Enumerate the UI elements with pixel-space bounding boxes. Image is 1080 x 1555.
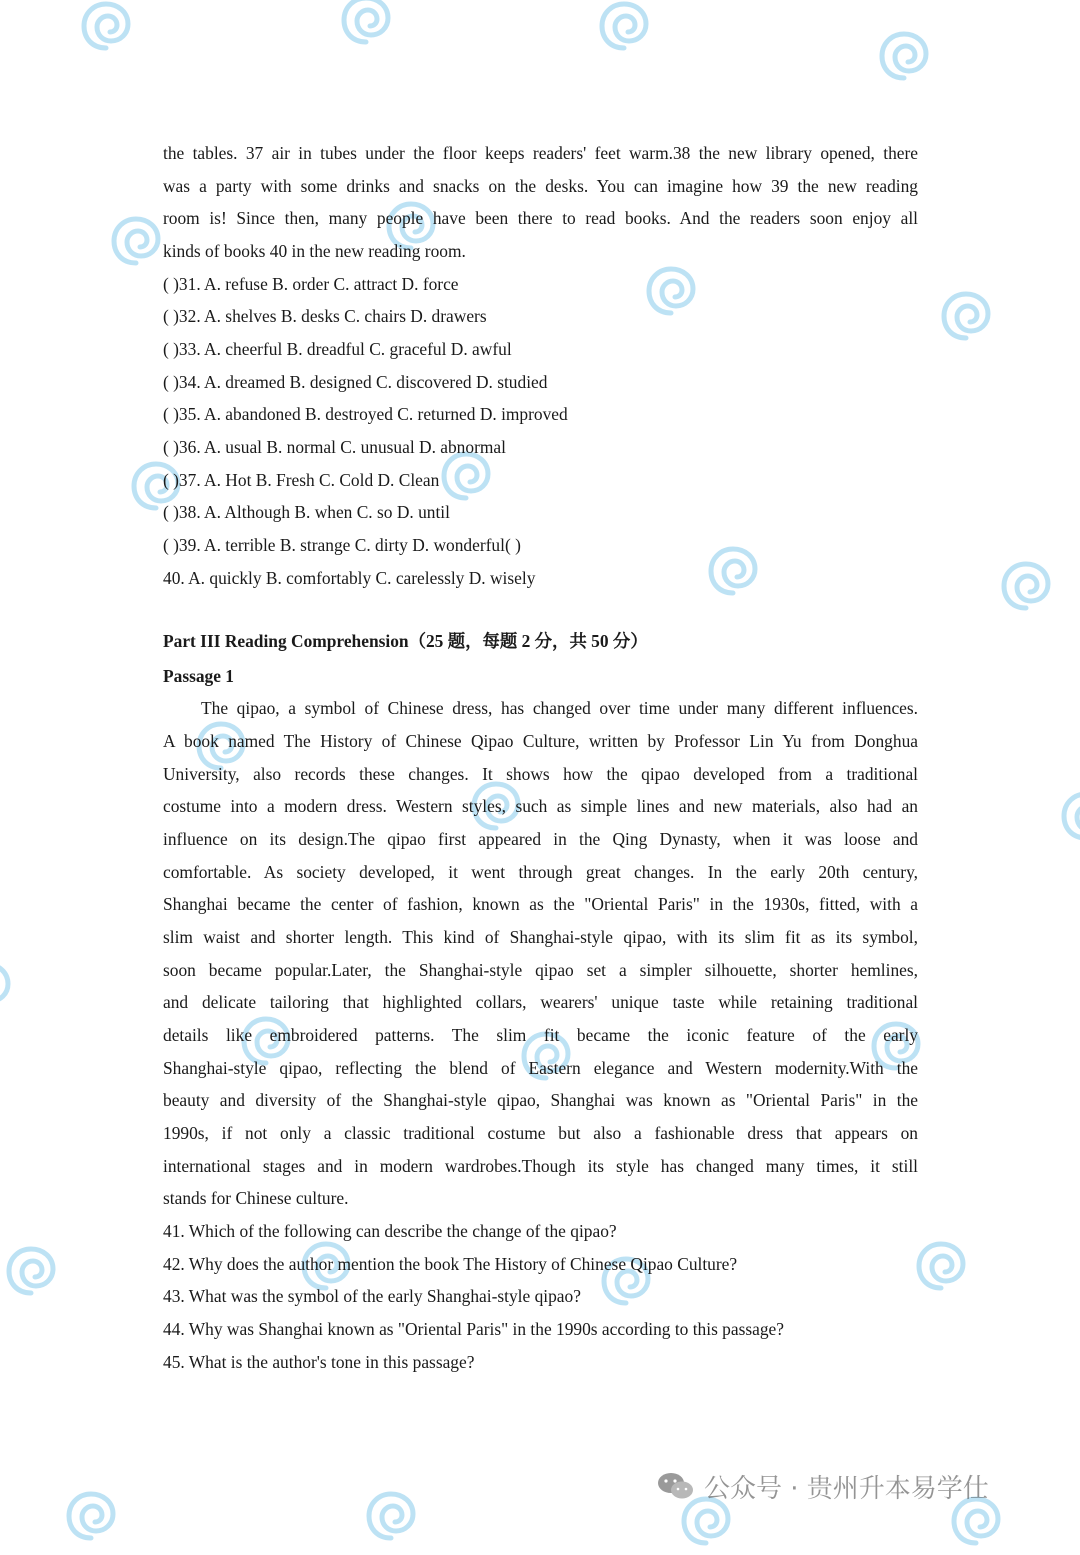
watermark-logo [915, 1240, 975, 1300]
watermark-logo [598, 0, 658, 60]
watermark-logo [365, 1490, 425, 1550]
watermark-logo [5, 1245, 65, 1305]
passage1-line: A book named The History of Chinese Qipao Culture, written by Professor Lin Yu from Donghua [163, 731, 918, 751]
option-line: ( )36. A. usual B. normal C. unusual D. abnormal [163, 437, 506, 457]
option-line: ( )35. A. abandoned B. destroyed C. returned D. improved [163, 404, 568, 424]
spiral-logo-icon [878, 30, 930, 82]
passage1-line: slim waist and shorter length. This kind of Shanghai-style qipao, with its slim fit as its symbol, [163, 927, 918, 947]
spiral-logo-icon [1000, 560, 1052, 612]
spiral-logo-icon [0, 960, 12, 1012]
option-line: ( )31. A. refuse B. order C. attract D. force [163, 274, 459, 294]
watermark-logo [0, 960, 20, 1020]
passage1-line: Shanghai-style qipao, reflecting the blend of Eastern elegance and Western modernity.With the [163, 1058, 918, 1078]
passage1-line: details like embroidered patterns. The slim fit became the iconic feature of the early [163, 1025, 918, 1045]
passage-line: the tables. 37 air in tubes under the floor keeps readers' feet warm.38 the new library opened, there [163, 143, 918, 163]
spiral-logo-icon [5, 1245, 57, 1297]
passage1-line: The qipao, a symbol of Chinese dress, has changed over time under many different influences. [201, 698, 918, 718]
spiral-logo-icon [110, 215, 162, 267]
section-title: Part III Reading Comprehension（25 题，每题 2 分，共 50 分） [163, 631, 648, 651]
passage1-line: and delicate tailoring that highlighted collars, wearers' unique taste while retaining traditional [163, 992, 918, 1012]
watermark-logo [1000, 560, 1060, 620]
passage-line: was a party with some drinks and snacks on the desks. You can imagine how 39 the new reading [163, 176, 918, 196]
passage1-line: soon became popular.Later, the Shanghai-style qipao set a simpler silhouette, shorter hemlines, [163, 960, 918, 980]
passage-label: Passage 1 [163, 666, 235, 686]
watermark-logo [110, 215, 170, 275]
spiral-logo-icon [940, 290, 992, 342]
watermark-logo [340, 0, 400, 54]
spiral-logo-icon [598, 0, 650, 52]
option-line: 40. A. quickly B. comfortably C. carelessly D. wisely [163, 568, 536, 588]
passage1-line: influence on its design.The qipao first appeared in the Qing Dynasty, when it was loose and [163, 829, 918, 849]
passage1-line: Shanghai became the center of fashion, known as the "Oriental Paris" in the 1930s, fitted, with a [163, 894, 918, 914]
passage1-line: international stages and in modern wardrobes.Though its style has changed many times, it still [163, 1156, 918, 1176]
option-line: ( )37. A. Hot B. Fresh C. Cold D. Clean [163, 470, 440, 490]
spiral-logo-icon [365, 1490, 417, 1542]
option-line: ( )39. A. terrible B. strange C. dirty D. wonderful( ) [163, 535, 521, 555]
wechat-icon [656, 1471, 696, 1501]
option-line: ( )33. A. cheerful B. dreadful C. graceful D. awful [163, 339, 512, 359]
spiral-logo-icon [1060, 790, 1080, 842]
question-line: 41. Which of the following can describe the change of the qipao? [163, 1221, 617, 1241]
watermark-logo [1060, 790, 1080, 850]
passage1-line: beauty and diversity of the Shanghai-style qipao, Shanghai was known as "Oriental Paris" in the [163, 1090, 918, 1110]
spiral-logo-icon [65, 1490, 117, 1542]
question-line: 42. Why does the author mention the book The History of Chinese Qipao Culture? [163, 1254, 738, 1274]
passage-line: room is! Since then, many people have been there to read books. And the readers soon enjoy all [163, 208, 918, 228]
watermark-logo [65, 1490, 125, 1550]
passage1-line: stands for Chinese culture. [163, 1188, 349, 1208]
question-line: 45. What is the author's tone in this passage? [163, 1352, 475, 1372]
option-line: ( )38. A. Although B. when C. so D. until [163, 502, 450, 522]
passage1-line: costume into a modern dress. Western styles, such as simple lines and new materials, also had an [163, 796, 918, 816]
question-line: 43. What was the symbol of the early Shanghai-style qipao? [163, 1286, 581, 1306]
watermark-logo [80, 0, 140, 60]
passage1-line: comfortable. As society developed, it went through great changes. In the early 20th century, [163, 862, 918, 882]
spiral-logo-icon [915, 1240, 967, 1292]
footer-text: 公众号 · 贵州升本易学仕 [704, 1473, 989, 1504]
question-line: 44. Why was Shanghai known as "Oriental Paris" in the 1990s according to this passage? [163, 1319, 784, 1339]
passage-line: kinds of books 40 in the new reading room. [163, 241, 466, 261]
watermark-logo [940, 290, 1000, 350]
watermark-logo [878, 30, 938, 90]
option-line: ( )34. A. dreamed B. designed C. discovered D. studied [163, 372, 548, 392]
spiral-logo-icon [340, 0, 392, 46]
spiral-logo-icon [80, 0, 132, 52]
passage1-line: 1990s, if not only a classic traditional costume but also a fashionable dress that appears on [163, 1123, 918, 1143]
footer-account [656, 1466, 989, 1506]
option-line: ( )32. A. shelves B. desks C. chairs D. drawers [163, 306, 487, 326]
passage1-line: University, also records these changes. It shows how the qipao developed from a traditional [163, 764, 918, 784]
